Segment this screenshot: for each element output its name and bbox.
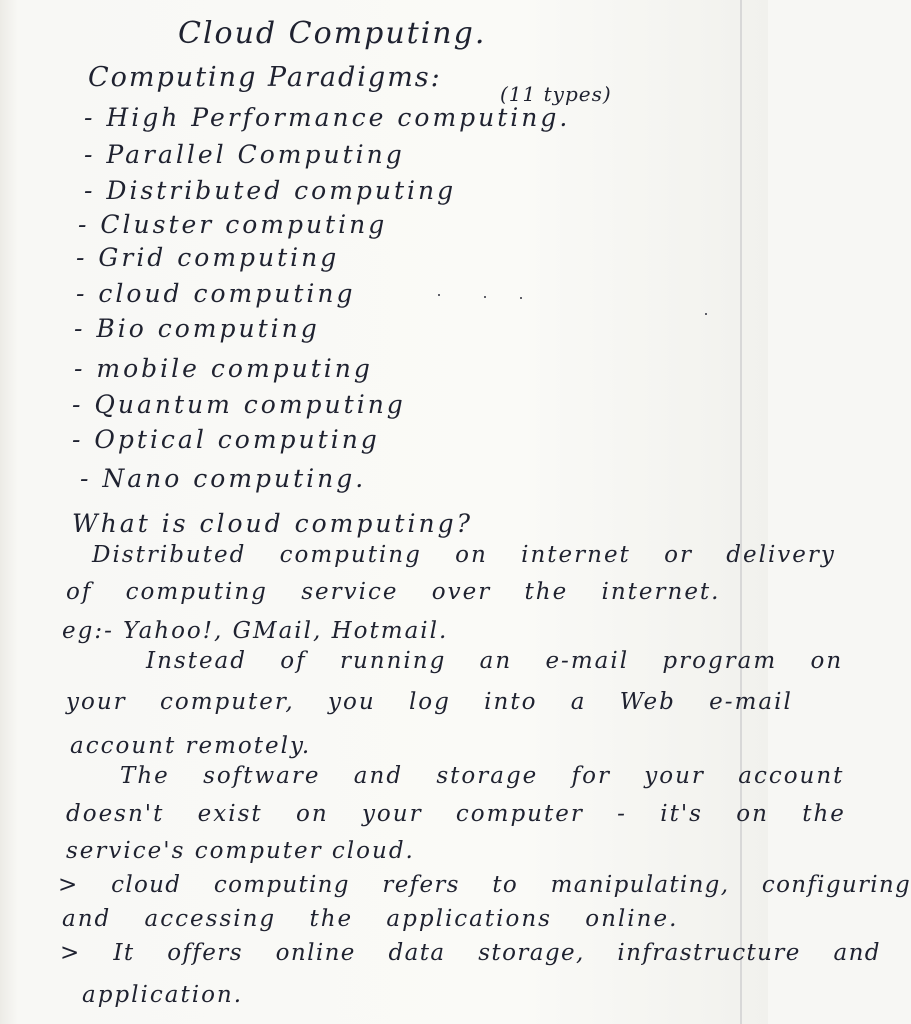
paradigm-item: - Nano computing. xyxy=(80,464,367,493)
paradigm-item: - Quantum computing xyxy=(72,390,406,419)
section-heading-computing-paradigms: Computing Paradigms: xyxy=(88,62,442,93)
paradigm-item: - Distributed computing xyxy=(84,176,457,205)
ink-dot xyxy=(705,313,707,315)
types-note: (11 types) xyxy=(500,82,612,106)
definition-line: of computing service over the internet. xyxy=(66,579,721,605)
paradigm-item: - cloud computing xyxy=(76,279,356,308)
explanation-line: doesn't exist on your computer - it's on the xyxy=(66,801,846,827)
explanation-line: The software and storage for your account xyxy=(120,763,845,789)
ink-dot xyxy=(520,297,522,299)
page-title: Cloud Computing. xyxy=(178,16,487,51)
bullet-point-line: and accessing the applications online. xyxy=(62,906,679,932)
explanation-line: service's computer cloud. xyxy=(66,838,415,864)
paradigm-item: - Grid computing xyxy=(76,243,340,272)
paradigm-item: - High Performance computing. xyxy=(84,103,571,132)
paradigm-item: - Optical computing xyxy=(72,425,380,454)
definition-line: Distributed computing on internet or delivery xyxy=(92,542,836,568)
ink-dot xyxy=(438,294,440,296)
examples-line: eg:- Yahoo!, GMail, Hotmail. xyxy=(62,618,449,644)
paradigm-item: - Bio computing xyxy=(74,314,320,343)
explanation-line: account remotely. xyxy=(70,733,312,759)
paradigm-item: - Parallel Computing xyxy=(84,140,405,169)
bullet-point-line: > cloud computing refers to manipulating, configuring xyxy=(58,872,911,898)
bullet-point-line: > It offers online data storage, infrastructure and xyxy=(60,940,881,966)
bullet-point-line: application. xyxy=(82,982,244,1008)
paradigm-item: - mobile computing xyxy=(74,354,373,383)
explanation-line: Instead of running an e-mail program on xyxy=(146,648,844,674)
page-margin-line xyxy=(740,0,742,1024)
explanation-line: your computer, you log into a Web e-mail xyxy=(66,689,793,715)
paradigm-item: - Cluster computing xyxy=(78,210,388,239)
ink-dot xyxy=(484,296,486,298)
section-heading-what-is-cloud: What is cloud computing? xyxy=(72,509,473,538)
